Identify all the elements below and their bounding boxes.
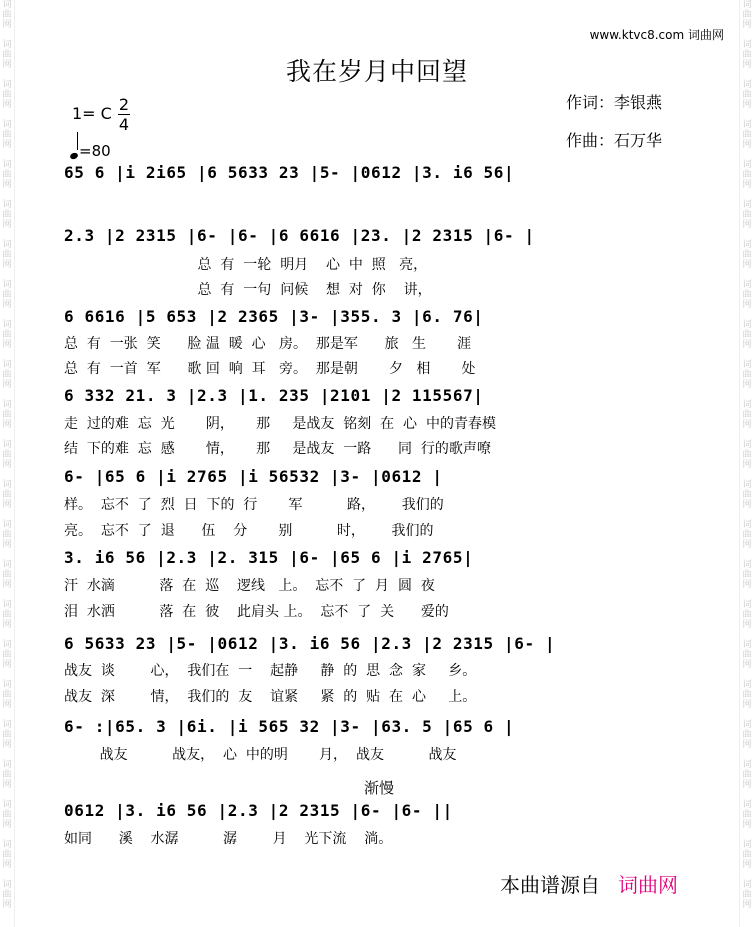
staff-line-1: 65 6 |i 2i65 |6 5633 23 |5- |0612 |3. i6 56| <box>64 163 515 182</box>
watermark-left: 词 曲 网 词 曲 网 词 曲 网 词 曲 网 词 曲 网 词 曲 网 词 曲 网 词 曲 网 词 曲 网 词 曲 网 词 曲 网 词 曲 网 词 曲 网 词 曲 网 词 曲 网 词 曲 网 词 曲 网 词 曲 网 词 曲 网 词 曲 网 词 曲 网 词 曲 网 词 曲 网 <box>0 0 15 927</box>
brand-link[interactable]: 词曲网 <box>618 873 678 897</box>
note-stem <box>77 132 78 150</box>
lyrics-7-verse-1: 战友 谈 心， 我们在 一 起静 静 的 思 念 家 乡。 <box>64 663 477 679</box>
lyrics-3-verse-2: 总 有 一首 军 歌 回 响 耳 旁。 那是朝 夕 相 处 <box>64 361 476 377</box>
staff-line-4: 6 332 21. 3 |2.3 |1. 235 |2101 |2 115567| <box>64 386 484 405</box>
watermark-right: 词 曲 网 词 曲 网 词 曲 网 词 曲 网 词 曲 网 词 曲 网 词 曲 网 词 曲 网 词 曲 网 词 曲 网 词 曲 网 词 曲 网 词 曲 网 词 曲 网 词 曲 网 词 曲 网 词 曲 网 词 曲 网 词 曲 网 词 曲 网 词 曲 网 词 曲 网 词 曲 网 <box>739 0 754 927</box>
tempo-value: =80 <box>79 142 111 160</box>
lyrics-2-verse-2: 总 有 一句 问候 想 对 你 讲， <box>64 282 432 298</box>
source-footer <box>500 869 678 898</box>
tempo-marking: 渐慢 <box>364 779 395 797</box>
lyrics-6-verse-2: 泪 水洒 落 在 彼 此肩头 上。 忘不 了 关 爱的 <box>64 604 449 620</box>
staff-line-5: 6- |65 6 |i 2765 |i 56532 |3- |0612 | <box>64 467 443 486</box>
staff-line-8: 6- :|65. 3 |6i. |i 565 32 |3- |63. 5 |65 6 | <box>64 717 515 736</box>
composer: 作曲：石万华 <box>566 131 663 150</box>
site-url[interactable]: www.ktvc8.com 词曲网 <box>589 28 724 42</box>
staff-line-3: 6 6616 |5 653 |2 2365 |3- |355. 3 |6. 76| <box>64 307 484 326</box>
staff-line-6: 3. i6 56 |2.3 |2. 315 |6- |65 6 |i 2765| <box>64 548 474 567</box>
lyrics-5-verse-1: 样。 忘不 了 烈 日 下的 行 军 路， 我们的 <box>64 497 444 513</box>
lyrics-8: 战友 战友， 心 中的明 月， 战友 战友 <box>64 747 457 763</box>
lyrics-9: 如同 溪 水潺 潺 月 光下流 淌。 <box>64 831 393 847</box>
lyrics-4-verse-2: 结 下的难 忘 感 情， 那 是战友 一路 同 行的歌声嘹 <box>64 441 491 457</box>
lyrics-2-verse-1: 总 有 一轮 明月 心 中 照 亮， <box>64 257 428 273</box>
tempo-mark <box>70 138 111 160</box>
key-signature: 1= C <box>72 104 112 123</box>
staff-line-2: 2.3 |2 2315 |6- |6- |6 6616 |23. |2 2315 |6- | <box>64 226 535 245</box>
song-title: 我在岁月中回望 <box>285 57 468 86</box>
lyrics-3-verse-1: 总 有 一张 笑 脸 温 暖 心 房。 那是军 旅 生 涯 <box>64 336 472 352</box>
lyrics-4-verse-1: 走 过的难 忘 光 阴， 那 是战友 铭刻 在 心 中的青春模 <box>64 416 496 432</box>
lyrics-7-verse-2: 战友 深 情， 我们的 友 谊紧 紧 的 贴 在 心 上。 <box>64 689 477 705</box>
lyricist: 作词：李银燕 <box>566 93 663 112</box>
quarter-note-icon <box>69 152 79 160</box>
source-label: 本曲谱源自 <box>500 873 600 897</box>
staff-line-7: 6 5633 23 |5- |0612 |3. i6 56 |2.3 |2 2315 |6- | <box>64 634 556 653</box>
meter-top: 2 <box>118 95 130 114</box>
meter-bottom: 4 <box>118 115 130 134</box>
time-signature <box>118 96 130 133</box>
staff-line-9: 0612 |3. i6 56 |2.3 |2 2315 |6- |6- || <box>64 801 453 820</box>
lyrics-5-verse-2: 亮。 忘不 了 退 伍 分 别 时， 我们的 <box>64 523 434 539</box>
lyrics-6-verse-1: 汗 水滴 落 在 巡 逻线 上。 忘不 了 月 圆 夜 <box>64 578 435 594</box>
